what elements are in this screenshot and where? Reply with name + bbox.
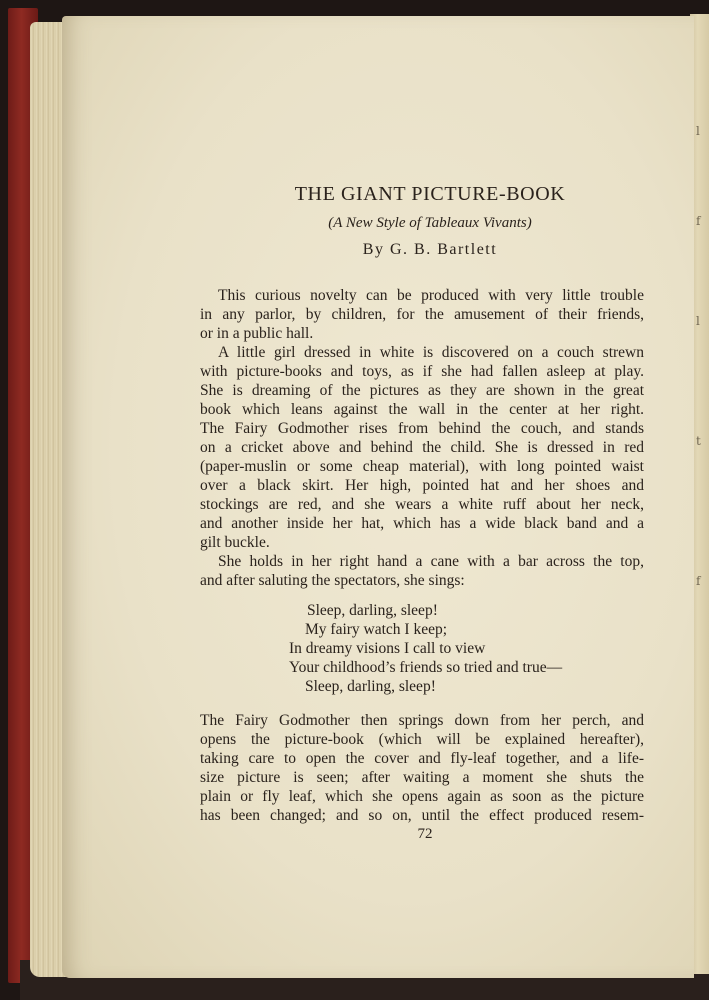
chapter-subtitle: (A New Style of Tableaux Vivants) <box>328 215 532 231</box>
text-line: A little girl dressed in white is discovered on a couch strewn <box>218 344 644 361</box>
verse-line: Sleep, darling, sleep! <box>305 678 436 695</box>
verse-line: My fairy watch I keep; <box>305 621 448 638</box>
text-line: in any parlor, by children, for the amusement of their friends, <box>200 306 644 323</box>
text-line: or in a public hall. <box>200 325 314 342</box>
text-line: (paper-muslin or some cheap material), with long pointed waist <box>200 458 644 475</box>
chapter-title: THE GIANT PICTURE-BOOK <box>294 183 566 205</box>
text-line: on a cricket above and behind the child. She is dressed in red <box>200 439 644 456</box>
text-line: The Fairy Godmother rises from behind the couch, and stands <box>200 420 644 437</box>
text-line: She holds in her right hand a cane with a bar across the top, <box>218 553 644 570</box>
text-line: taking care to open the cover and fly-leaf together, and a life- <box>200 750 644 767</box>
text-line: has been changed; and so on, until the effect produced resem- <box>200 807 644 824</box>
text-line: with picture-books and toys, as if she had fallen asleep at play. <box>200 363 644 380</box>
text-line: and after saluting the spectators, she sings: <box>200 572 465 589</box>
text-line: size picture is seen; after waiting a moment she shuts the <box>200 769 644 786</box>
text-line: gilt buckle. <box>200 534 270 551</box>
text-line: She is dreaming of the pictures as they are shown in the great <box>200 382 644 399</box>
facing-page-edge: l f l t f <box>690 14 709 974</box>
text-line: book which leans against the wall in the center at her right. <box>200 401 644 418</box>
verse-line: In dreamy visions I call to view <box>289 640 486 657</box>
text-line: stockings are red, and she wears a white ruff about her neck, <box>200 496 644 513</box>
text-line: plain or fly leaf, which she opens again as soon as the picture <box>200 788 644 805</box>
text-line: opens the picture-book (which will be explained hereafter), <box>200 731 644 748</box>
page-number: 72 <box>417 826 433 842</box>
text-line: and another inside her hat, which has a wide black band and a <box>200 515 644 532</box>
author-byline: By G. B. Bartlett <box>362 241 498 258</box>
verse-line: Sleep, darling, sleep! <box>307 602 438 619</box>
text-line: This curious novelty can be produced with very little trouble <box>218 287 644 304</box>
verse-line: Your childhood’s friends so tried and true— <box>289 659 563 676</box>
text-line: over a black skirt. Her high, pointed hat and her shoes and <box>200 477 644 494</box>
text-line: The Fairy Godmother then springs down from her perch, and <box>200 712 644 729</box>
